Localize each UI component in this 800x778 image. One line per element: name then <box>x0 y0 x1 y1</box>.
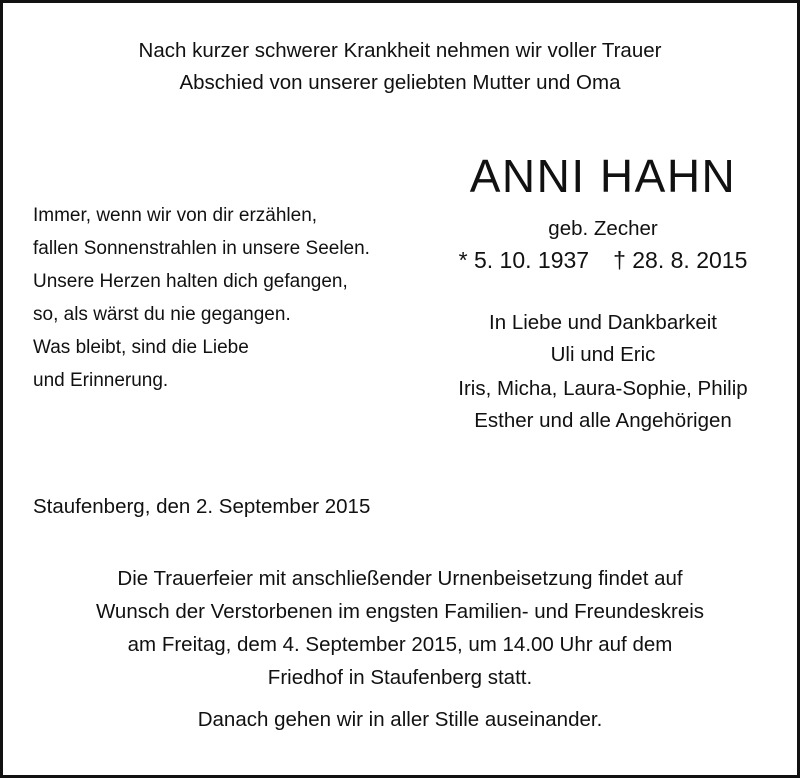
birth-name: geb. Zecher <box>548 217 658 240</box>
intro-line-1: Nach kurzer schwerer Krankheit nehmen wir voller Trauer <box>138 39 662 62</box>
mourners-line-3: Iris, Micha, Laura-Sophie, Philip <box>458 377 748 400</box>
place-date: Staufenberg, den 2. September 2015 <box>33 495 371 518</box>
funeral-line-3: am Freitag, dem 4. September 2015, um 14.00 Uhr auf dem <box>127 633 673 656</box>
poem-line-5: Was bleibt, sind die Liebe <box>33 337 249 358</box>
mourners-line-4: Esther und alle Angehörigen <box>474 409 732 432</box>
poem-line-4: so, als wärst du nie gegangen. <box>33 304 291 325</box>
poem-line-6: und Erinnerung. <box>33 370 169 391</box>
poem-line-3: Unsere Herzen halten dich gefangen, <box>33 271 348 292</box>
funeral-line-1: Die Trauerfeier mit anschließender Urnenbeisetzung findet auf <box>117 567 683 590</box>
death-date: † 28. 8. 2015 <box>613 247 748 273</box>
closing-line: Danach gehen wir in aller Stille auseinander. <box>197 708 603 731</box>
birth-date: * 5. 10. 1937 <box>458 247 590 273</box>
poem-line-1: Immer, wenn wir von dir erzählen, <box>33 205 318 226</box>
mourners-line-1: In Liebe und Dankbarkeit <box>489 311 717 334</box>
poem-line-2: fallen Sonnenstrahlen in unsere Seelen. <box>33 238 370 259</box>
funeral-line-4: Friedhof in Staufenberg statt. <box>267 666 533 689</box>
intro-line-2: Abschied von unserer geliebten Mutter und Oma <box>179 71 621 94</box>
life-dates <box>433 249 773 272</box>
deceased-name: ANNI HAHN <box>469 150 737 202</box>
mourners-line-2: Uli und Eric <box>550 343 656 366</box>
funeral-line-2: Wunsch der Verstorbenen im engsten Familien- und Freundeskreis <box>95 600 705 623</box>
